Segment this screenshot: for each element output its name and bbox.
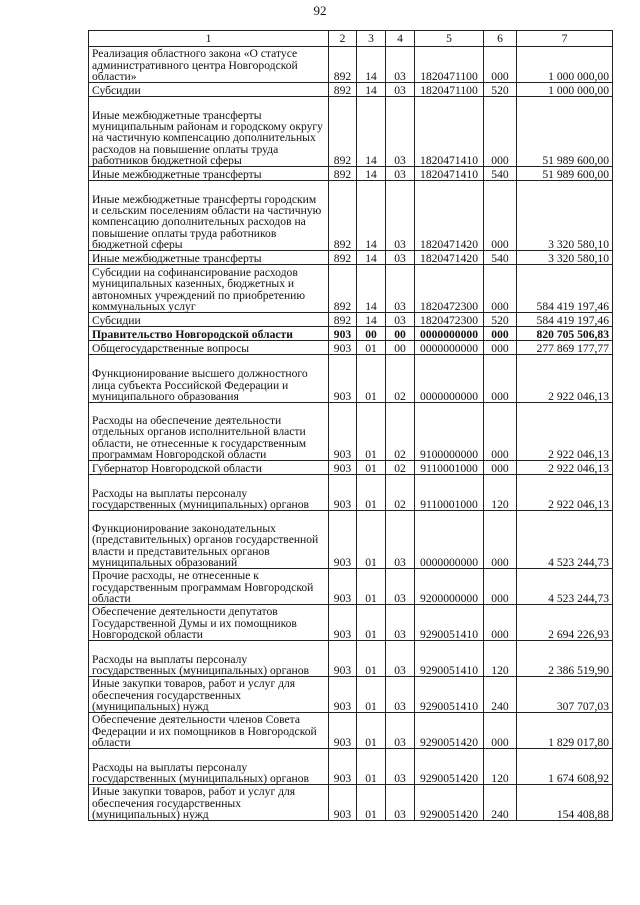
subsection-code-cell: 03 <box>386 749 415 785</box>
table-row <box>89 713 613 749</box>
section-code-cell: 01 <box>357 569 386 605</box>
header-cell: 2 <box>329 31 357 47</box>
target-article-cell: 0000000000 <box>415 511 484 569</box>
admin-code-cell: 892 <box>329 47 357 83</box>
subsection-code-cell: 03 <box>386 641 415 677</box>
amount-cell: 1 000 000,00 <box>517 47 613 83</box>
target-article-cell: 9290051410 <box>415 677 484 713</box>
row-name-cell: Реализация областного закона «О статусе административного центра Новгородской области» <box>89 47 329 83</box>
amount-cell: 2 922 046,13 <box>517 461 613 475</box>
admin-code-cell: 892 <box>329 97 357 167</box>
expense-type-cell: 240 <box>484 677 517 713</box>
subsection-code-cell: 00 <box>386 327 415 341</box>
subsection-code-cell: 02 <box>386 403 415 461</box>
table-row <box>89 265 613 313</box>
expense-type-cell: 520 <box>484 83 517 97</box>
subsection-code-cell: 03 <box>386 569 415 605</box>
section-code-cell: 01 <box>357 677 386 713</box>
header-cell: 5 <box>415 31 484 47</box>
expense-type-cell: 000 <box>484 511 517 569</box>
target-article-cell: 1820471420 <box>415 251 484 265</box>
expense-type-cell: 120 <box>484 641 517 677</box>
section-code-cell: 01 <box>357 641 386 677</box>
expense-type-cell: 000 <box>484 341 517 355</box>
admin-code-cell: 903 <box>329 605 357 641</box>
row-name-cell: Расходы на выплаты персоналу государственных (муниципальных) органов <box>89 641 329 677</box>
header-cell: 4 <box>386 31 415 47</box>
expense-type-cell: 120 <box>484 475 517 511</box>
admin-code-cell: 903 <box>329 403 357 461</box>
subsection-code-cell: 03 <box>386 181 415 251</box>
section-code-cell: 14 <box>357 251 386 265</box>
target-article-cell: 1820471420 <box>415 181 484 251</box>
admin-code-cell: 903 <box>329 341 357 355</box>
row-name-cell: Расходы на выплаты персоналу государственных (муниципальных) органов <box>89 749 329 785</box>
amount-cell: 1 000 000,00 <box>517 83 613 97</box>
section-code-cell: 14 <box>357 181 386 251</box>
table-row <box>89 97 613 167</box>
table-row <box>89 251 613 265</box>
section-code-cell: 01 <box>357 403 386 461</box>
section-code-cell: 01 <box>357 785 386 821</box>
target-article-cell: 9290051420 <box>415 749 484 785</box>
row-name-cell: Губернатор Новгородской области <box>89 461 329 475</box>
expense-type-cell: 000 <box>484 355 517 403</box>
section-code-cell: 14 <box>357 47 386 83</box>
subsection-code-cell: 03 <box>386 47 415 83</box>
row-name-cell: Субсидии <box>89 83 329 97</box>
target-article-cell: 0000000000 <box>415 341 484 355</box>
subsection-code-cell: 02 <box>386 355 415 403</box>
amount-cell: 51 989 600,00 <box>517 97 613 167</box>
target-article-cell: 0000000000 <box>415 355 484 403</box>
expense-type-cell: 000 <box>484 181 517 251</box>
table-row <box>89 605 613 641</box>
header-cell: 1 <box>89 31 329 47</box>
admin-code-cell: 903 <box>329 511 357 569</box>
row-name-cell: Субсидии <box>89 313 329 327</box>
header-row <box>89 31 613 47</box>
row-name-cell: Иные закупки товаров, работ и услуг для обеспечения государственных (муниципальных) нужд <box>89 677 329 713</box>
amount-cell: 1 674 608,92 <box>517 749 613 785</box>
row-name-cell: Обеспечение деятельности членов Совета Федерации и их помощников в Новгородской области <box>89 713 329 749</box>
target-article-cell: 1820471410 <box>415 97 484 167</box>
expense-type-cell: 000 <box>484 461 517 475</box>
table-row <box>89 511 613 569</box>
admin-code-cell: 903 <box>329 677 357 713</box>
amount-cell: 2 922 046,13 <box>517 403 613 461</box>
section-code-cell: 14 <box>357 313 386 327</box>
row-name-cell: Прочие расходы, не отнесенные к государственным программам Новгородской области <box>89 569 329 605</box>
header-cell: 7 <box>517 31 613 47</box>
table-row <box>89 677 613 713</box>
section-code-cell: 14 <box>357 83 386 97</box>
amount-cell: 3 320 580,10 <box>517 251 613 265</box>
admin-code-cell: 903 <box>329 327 357 341</box>
table-row <box>89 341 613 355</box>
amount-cell: 1 829 017,80 <box>517 713 613 749</box>
subsection-code-cell: 03 <box>386 251 415 265</box>
expense-type-cell: 540 <box>484 167 517 181</box>
row-name-cell: Обеспечение деятельности депутатов Государственной Думы и их помощников Новгородской области <box>89 605 329 641</box>
row-name-cell: Субсидии на софинансирование расходов муниципальных казенных, бюджетных и автономных учреждений по приобретению коммунальных услуг <box>89 265 329 313</box>
row-name-cell: Функционирование законодательных (представительных) органов государственной власти и представительных органов муниципальных образований <box>89 511 329 569</box>
expense-type-cell: 000 <box>484 403 517 461</box>
row-name-cell: Иные межбюджетные трансферты муниципальным районам и городскому округу на частичную компенсацию дополнительных расходов на повышение оплаты труда работников бюджетной сферы <box>89 97 329 167</box>
section-code-cell: 01 <box>357 511 386 569</box>
section-code-cell: 01 <box>357 713 386 749</box>
admin-code-cell: 892 <box>329 181 357 251</box>
row-name-cell: Расходы на обеспечение деятельности отдельных органов исполнительной власти области, не отнесенные к государственным программам Новгородской области <box>89 403 329 461</box>
section-code-cell: 01 <box>357 605 386 641</box>
row-name-cell: Иные закупки товаров, работ и услуг для обеспечения государственных (муниципальных) нужд <box>89 785 329 821</box>
amount-cell: 277 869 177,77 <box>517 341 613 355</box>
table-row <box>89 181 613 251</box>
target-article-cell: 1820472300 <box>415 313 484 327</box>
row-name-cell: Иные межбюджетные трансферты городским и сельским поселениям области на частичную компенсацию дополнительных расходов на повышение оплаты труда работников бюджетной сферы <box>89 181 329 251</box>
target-article-cell: 9290051410 <box>415 605 484 641</box>
table-row <box>89 167 613 181</box>
amount-cell: 2 922 046,13 <box>517 355 613 403</box>
amount-cell: 4 523 244,73 <box>517 511 613 569</box>
table-row <box>89 403 613 461</box>
admin-code-cell: 903 <box>329 641 357 677</box>
table-row <box>89 83 613 97</box>
target-article-cell: 1820471100 <box>415 47 484 83</box>
admin-code-cell: 903 <box>329 569 357 605</box>
table-row <box>89 313 613 327</box>
admin-code-cell: 903 <box>329 355 357 403</box>
section-code-cell: 14 <box>357 97 386 167</box>
expense-type-cell: 520 <box>484 313 517 327</box>
expense-type-cell: 000 <box>484 327 517 341</box>
target-article-cell: 1820471100 <box>415 83 484 97</box>
admin-code-cell: 892 <box>329 251 357 265</box>
section-code-cell: 01 <box>357 355 386 403</box>
admin-code-cell: 903 <box>329 713 357 749</box>
section-code-cell: 01 <box>357 749 386 785</box>
expense-type-cell: 240 <box>484 785 517 821</box>
page-number: 92 <box>313 3 327 18</box>
admin-code-cell: 892 <box>329 265 357 313</box>
table-row <box>89 47 613 83</box>
expense-type-cell: 000 <box>484 569 517 605</box>
section-code-cell: 00 <box>357 327 386 341</box>
amount-cell: 307 707,03 <box>517 677 613 713</box>
amount-cell: 584 419 197,46 <box>517 265 613 313</box>
admin-code-cell: 892 <box>329 83 357 97</box>
admin-code-cell: 903 <box>329 785 357 821</box>
row-name-cell: Иные межбюджетные трансферты <box>89 251 329 265</box>
expense-type-cell: 540 <box>484 251 517 265</box>
budget-table <box>88 30 613 821</box>
target-article-cell: 9290051420 <box>415 713 484 749</box>
target-article-cell: 1820471410 <box>415 167 484 181</box>
header-cell: 3 <box>357 31 386 47</box>
amount-cell: 2 694 226,93 <box>517 605 613 641</box>
subsection-code-cell: 03 <box>386 313 415 327</box>
row-name-cell: Функционирование высшего должностного лица субъекта Российской Федерации и муниципального образования <box>89 355 329 403</box>
table-row <box>89 785 613 821</box>
subsection-code-cell: 03 <box>386 713 415 749</box>
amount-cell: 584 419 197,46 <box>517 313 613 327</box>
table-row <box>89 355 613 403</box>
header-cell: 6 <box>484 31 517 47</box>
section-code-cell: 14 <box>357 265 386 313</box>
subsection-code-cell: 03 <box>386 265 415 313</box>
amount-cell: 2 386 519,90 <box>517 641 613 677</box>
table-row <box>89 569 613 605</box>
amount-cell: 3 320 580,10 <box>517 181 613 251</box>
admin-code-cell: 892 <box>329 313 357 327</box>
target-article-cell: 0000000000 <box>415 327 484 341</box>
section-code-cell: 14 <box>357 167 386 181</box>
admin-code-cell: 903 <box>329 749 357 785</box>
table-row <box>89 641 613 677</box>
subsection-code-cell: 03 <box>386 677 415 713</box>
table-row <box>89 475 613 511</box>
row-name-cell: Расходы на выплаты персоналу государственных (муниципальных) органов <box>89 475 329 511</box>
subsection-code-cell: 03 <box>386 785 415 821</box>
expense-type-cell: 000 <box>484 713 517 749</box>
amount-cell: 2 922 046,13 <box>517 475 613 511</box>
amount-cell: 820 705 506,83 <box>517 327 613 341</box>
admin-code-cell: 892 <box>329 167 357 181</box>
table-row <box>89 749 613 785</box>
row-name-cell: Иные межбюджетные трансферты <box>89 167 329 181</box>
section-code-cell: 01 <box>357 475 386 511</box>
target-article-cell: 9110001000 <box>415 475 484 511</box>
subsection-code-cell: 03 <box>386 167 415 181</box>
row-name-cell: Общегосударственные вопросы <box>89 341 329 355</box>
section-code-cell: 01 <box>357 461 386 475</box>
amount-cell: 154 408,88 <box>517 785 613 821</box>
target-article-cell: 9110001000 <box>415 461 484 475</box>
section-code-cell: 01 <box>357 341 386 355</box>
expense-type-cell: 000 <box>484 97 517 167</box>
target-article-cell: 9100000000 <box>415 403 484 461</box>
table-body <box>89 47 613 821</box>
amount-cell: 51 989 600,00 <box>517 167 613 181</box>
expense-type-cell: 000 <box>484 265 517 313</box>
expense-type-cell: 000 <box>484 605 517 641</box>
amount-cell: 4 523 244,73 <box>517 569 613 605</box>
row-name-cell: Правительство Новгородской области <box>89 327 329 341</box>
target-article-cell: 1820472300 <box>415 265 484 313</box>
subsection-code-cell: 02 <box>386 475 415 511</box>
expense-type-cell: 120 <box>484 749 517 785</box>
subsection-code-cell: 03 <box>386 97 415 167</box>
admin-code-cell: 903 <box>329 461 357 475</box>
subsection-code-cell: 02 <box>386 461 415 475</box>
expense-type-cell: 000 <box>484 47 517 83</box>
subsection-code-cell: 03 <box>386 605 415 641</box>
subsection-code-cell: 03 <box>386 83 415 97</box>
admin-code-cell: 903 <box>329 475 357 511</box>
target-article-cell: 9290051410 <box>415 641 484 677</box>
subsection-code-cell: 03 <box>386 511 415 569</box>
target-article-cell: 9200000000 <box>415 569 484 605</box>
table-row <box>89 461 613 475</box>
target-article-cell: 9290051420 <box>415 785 484 821</box>
subsection-code-cell: 00 <box>386 341 415 355</box>
table-row <box>89 327 613 341</box>
